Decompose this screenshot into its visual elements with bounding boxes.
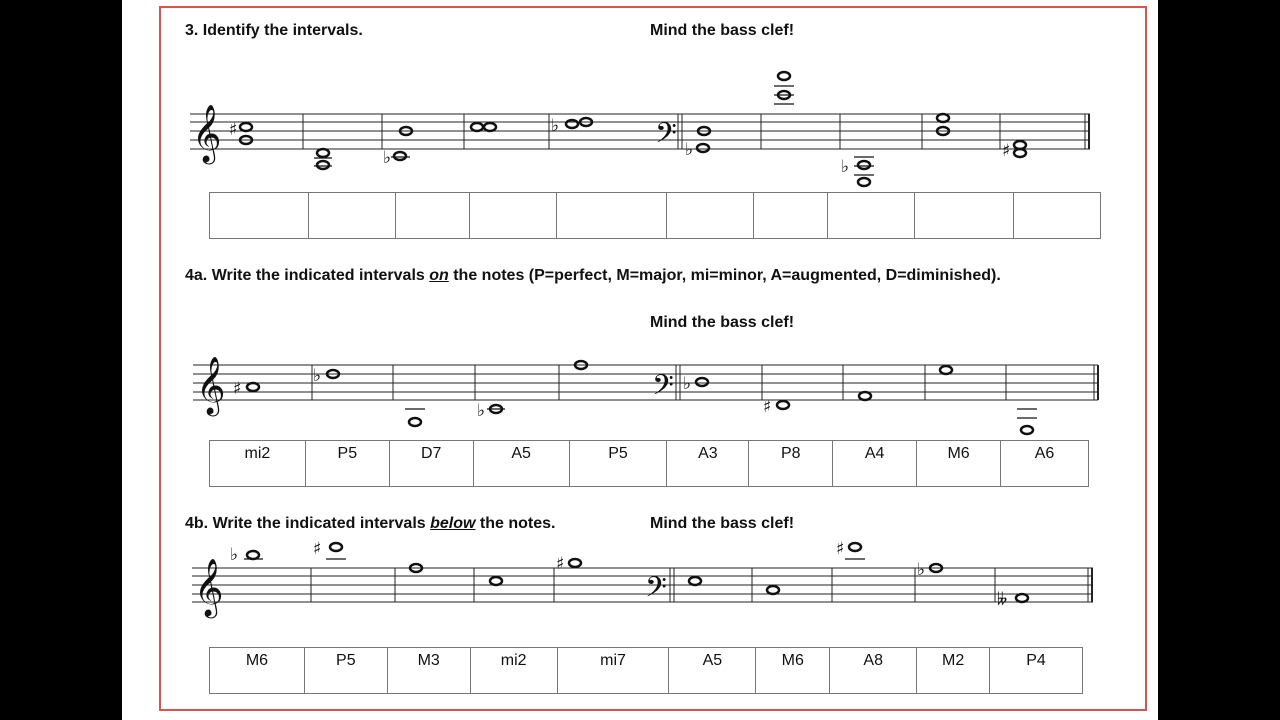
svg-text:♭: ♭	[685, 140, 694, 160]
interval-cell: D7	[389, 441, 473, 487]
interval-cell: mi2	[210, 441, 306, 487]
staff-3	[190, 114, 1090, 149]
svg-text:♯: ♯	[556, 554, 565, 574]
svg-text:♭: ♭	[313, 366, 322, 386]
svg-text:♯: ♯	[233, 379, 242, 399]
interval-cell: mi2	[470, 648, 557, 694]
interval-cell: A5	[669, 648, 756, 694]
section4a-answer-table	[209, 440, 1089, 487]
section4b-answer-table	[209, 647, 1083, 694]
section4a-title: 4a. Write the indicated intervals on the notes (P=perfect, M=major, mi=minor, A=augmented, D=diminished).	[185, 267, 1001, 284]
answer-cell[interactable]	[754, 193, 828, 239]
interval-cell: M6	[917, 441, 1001, 487]
treble-clef-icon: 𝄞	[196, 356, 226, 414]
treble-clef-icon: 𝄞	[192, 104, 222, 162]
interval-cell: M2	[917, 648, 990, 694]
answer-cell[interactable]	[469, 193, 556, 239]
answer-cell[interactable]	[210, 193, 309, 239]
svg-text:♯: ♯	[1002, 141, 1011, 161]
interval-cell: A5	[473, 441, 569, 487]
svg-text:♭: ♭	[917, 560, 926, 580]
section3-hint: Mind the bass clef!	[650, 22, 795, 39]
interval-cell: A3	[667, 441, 749, 487]
answer-cell[interactable]	[395, 193, 469, 239]
interval-cell: P8	[749, 441, 833, 487]
section4b-title: 4b. Write the indicated intervals below the notes.	[185, 515, 556, 532]
svg-text:♭: ♭	[230, 545, 239, 565]
bass-clef-icon: 𝄢	[655, 117, 677, 157]
section4a-hint: Mind the bass clef!	[650, 314, 795, 331]
svg-text:𝄫: 𝄫	[997, 590, 1008, 610]
interval-cell: P5	[305, 441, 389, 487]
svg-text:♯: ♯	[229, 120, 238, 140]
staff-4b	[192, 568, 1093, 602]
answer-cell[interactable]	[915, 193, 1014, 239]
bass-clef-icon: 𝄢	[645, 571, 667, 611]
section3-answer-table	[209, 192, 1101, 239]
answer-cell[interactable]	[1013, 193, 1100, 239]
svg-text:♭: ♭	[477, 401, 486, 421]
interval-cell: M6	[210, 648, 305, 694]
svg-text:♭: ♭	[383, 148, 392, 168]
interval-cell: M3	[387, 648, 470, 694]
answer-cell[interactable]	[556, 193, 667, 239]
interval-cell: P5	[304, 648, 387, 694]
interval-cell: P5	[569, 441, 667, 487]
svg-text:♯: ♯	[836, 539, 845, 559]
section3-title: 3. Identify the intervals.	[185, 22, 363, 39]
answer-cell[interactable]	[667, 193, 754, 239]
answer-cell[interactable]	[828, 193, 915, 239]
svg-text:♭: ♭	[683, 374, 692, 394]
ledger-lines	[244, 86, 1037, 559]
svg-text:♭: ♭	[551, 116, 560, 136]
svg-text:♯: ♯	[313, 539, 322, 559]
accidentals	[229, 116, 1010, 610]
interval-cell: mi7	[557, 648, 669, 694]
interval-cell: A6	[1001, 441, 1089, 487]
svg-text:♯: ♯	[763, 397, 772, 417]
bass-clef-icon: 𝄢	[652, 369, 674, 409]
whole-notes	[240, 72, 1033, 602]
interval-cell: M6	[756, 648, 830, 694]
treble-clef-icon: 𝄞	[194, 558, 224, 616]
answer-cell[interactable]	[308, 193, 395, 239]
interval-cell: P4	[990, 648, 1083, 694]
svg-text:♭: ♭	[841, 157, 850, 177]
section4b-hint: Mind the bass clef!	[650, 515, 795, 532]
interval-cell: A8	[830, 648, 917, 694]
interval-cell: A4	[833, 441, 917, 487]
